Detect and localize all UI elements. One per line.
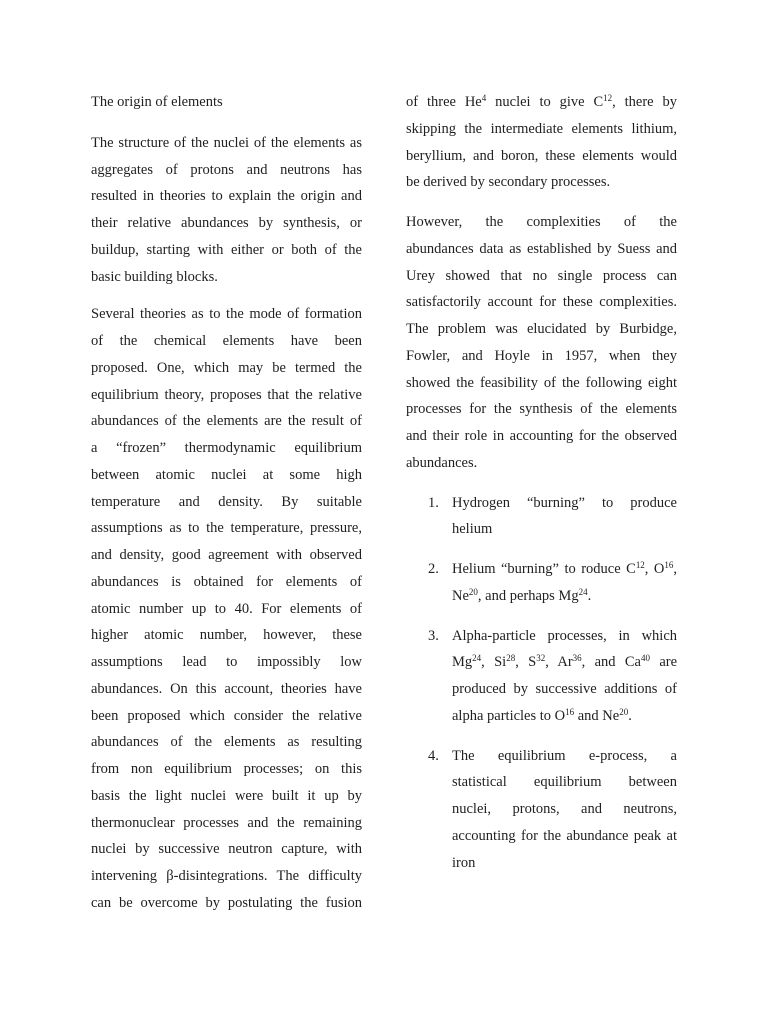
text-line: Urey showed that no single process can bbox=[406, 267, 677, 284]
list-number: 1. bbox=[428, 494, 439, 511]
text-line: can be overcome by postulating the fusion bbox=[91, 894, 362, 911]
text-line: buildup, starting with either or both of the bbox=[91, 241, 362, 258]
list-number: 2. bbox=[428, 561, 439, 577]
text-line: showed the feasibility of the following eight bbox=[406, 374, 677, 391]
superscript: 20 bbox=[468, 586, 478, 597]
list-item-text bbox=[452, 490, 677, 544]
text-line: abundances. bbox=[406, 454, 478, 471]
paragraph bbox=[91, 301, 362, 916]
text-line: be derived by secondary processes. bbox=[406, 174, 611, 191]
text-line: aggregates of protons and neutrons has bbox=[91, 161, 362, 178]
section-heading: The origin of elements bbox=[91, 94, 223, 110]
text-line: abundances. On this account, theories have bbox=[91, 680, 362, 697]
text-line: However, the complexities of the bbox=[406, 214, 677, 230]
text-run: alpha particles to O bbox=[452, 707, 566, 724]
text-line: beryllium, and boron, these elements would bbox=[406, 147, 677, 164]
text-line: abundances of the elements as resulting bbox=[91, 734, 362, 751]
list-item bbox=[406, 743, 677, 877]
text-line: from non equilibrium processes; on this bbox=[91, 761, 362, 777]
text-run: , bbox=[673, 561, 677, 577]
superscript: 20 bbox=[619, 706, 629, 717]
list-item-text bbox=[452, 556, 677, 610]
text-line: satisfactorily account for these complexities. bbox=[406, 294, 677, 311]
text-line: abundances is obtained for elements of bbox=[91, 573, 362, 590]
text-line: produced by successive additions of bbox=[452, 681, 677, 697]
text-line: helium bbox=[452, 521, 493, 538]
list-item-text bbox=[452, 743, 677, 877]
superscript: 24 bbox=[472, 653, 482, 664]
text-run: , Ar bbox=[545, 654, 573, 671]
text-line bbox=[452, 703, 677, 730]
superscript: 16 bbox=[565, 706, 575, 717]
text-line: assumptions as to the temperature, pressure, bbox=[91, 520, 362, 537]
list-item bbox=[406, 490, 677, 544]
text-line: accounting for the abundance peak at bbox=[452, 827, 677, 844]
text-run: . bbox=[628, 707, 632, 724]
text-line: nuclei by successive neutron capture, with bbox=[91, 841, 362, 858]
superscript: 32 bbox=[536, 653, 546, 664]
text-line bbox=[452, 583, 677, 610]
list-number: 3. bbox=[428, 627, 439, 644]
text-line: The structure of the nuclei of the elements as bbox=[91, 134, 362, 151]
text-line: temperature and density. By suitable bbox=[91, 493, 362, 510]
text-run: , there by bbox=[612, 94, 677, 110]
text-line: statistical equilibrium between bbox=[452, 774, 677, 791]
text-line: resulted in theories to explain the origin and bbox=[91, 188, 362, 205]
text-line: of the chemical elements have been bbox=[91, 333, 362, 349]
text-run: nuclei to give C bbox=[486, 94, 604, 110]
text-line: a “frozen” thermodynamic equilibrium bbox=[91, 440, 362, 456]
text-line: processes for the synthesis of the elements bbox=[406, 401, 677, 418]
text-line: Alpha-particle processes, in which bbox=[452, 627, 677, 644]
text-line bbox=[452, 649, 677, 676]
text-line: and density, good agreement with observed bbox=[91, 547, 362, 563]
superscript: 40 bbox=[641, 653, 650, 664]
text-line: basis the light nuclei were built it up by bbox=[91, 787, 362, 804]
superscript: 28 bbox=[506, 653, 516, 664]
superscript: 36 bbox=[572, 653, 582, 664]
text-line: proposed. One, which may be termed the bbox=[91, 359, 362, 376]
superscript: 12 bbox=[603, 93, 613, 104]
superscript: 24 bbox=[578, 586, 588, 597]
text-line bbox=[406, 89, 677, 116]
text-line: basic building blocks. bbox=[91, 268, 218, 285]
text-run: of three He bbox=[406, 94, 482, 110]
text-line: and their role in accounting for the observed bbox=[406, 428, 677, 444]
text-run: , S bbox=[515, 654, 537, 671]
text-line: iron bbox=[452, 854, 476, 871]
text-run: , O bbox=[644, 561, 665, 577]
text-line: abundances data as established by Suess and bbox=[406, 240, 677, 257]
text-line: nuclei, protons, and neutrons, bbox=[452, 801, 677, 817]
text-line: The equilibrium e-process, a bbox=[452, 747, 677, 764]
text-line: Hydrogen “burning” to produce bbox=[452, 494, 677, 511]
right-column bbox=[406, 89, 677, 889]
text-run: , Si bbox=[481, 654, 507, 671]
paragraph-continuation bbox=[406, 89, 677, 196]
text-line: been proposed which consider the relative bbox=[91, 707, 362, 724]
text-line: intervening β-disintegrations. The difficulty bbox=[91, 868, 362, 884]
text-line: Fowler, and Hoyle in 1957, when they bbox=[406, 347, 677, 364]
text-run: Helium “burning” to roduce C bbox=[452, 561, 636, 577]
text-line: higher atomic number, however, these bbox=[91, 627, 362, 644]
text-line: skipping the intermediate elements lithium, bbox=[406, 120, 677, 137]
list-number: 4. bbox=[428, 747, 439, 764]
text-run: . bbox=[587, 587, 592, 604]
list-item bbox=[406, 556, 677, 610]
text-run: are bbox=[649, 654, 677, 671]
process-list bbox=[406, 490, 677, 877]
text-line: Several theories as to the mode of formation bbox=[91, 306, 362, 323]
text-run: Ne bbox=[452, 587, 469, 604]
text-line: The problem was elucidated by Burbidge, bbox=[406, 321, 677, 337]
text-line: their relative abundances by synthesis, or bbox=[91, 215, 362, 231]
text-line: equilibrium theory, proposes that the relative bbox=[91, 386, 362, 403]
text-run: and Ne bbox=[574, 707, 620, 724]
superscript: 4 bbox=[481, 93, 487, 104]
text-line: thermonuclear processes and the remaining bbox=[91, 814, 362, 831]
text-run: , and Ca bbox=[581, 654, 641, 671]
text-run: Mg bbox=[452, 654, 473, 671]
list-item-text bbox=[452, 623, 677, 730]
list-item bbox=[406, 623, 677, 730]
paragraph bbox=[406, 209, 677, 477]
text-line: assumptions lead to impossibly low bbox=[91, 654, 362, 670]
superscript: 16 bbox=[664, 560, 674, 571]
left-column bbox=[91, 89, 362, 928]
text-run: , and perhaps Mg bbox=[477, 587, 579, 604]
paragraph bbox=[91, 130, 362, 291]
text-line bbox=[452, 556, 677, 583]
text-line: atomic number up to 40. For elements of bbox=[91, 600, 362, 617]
superscript: 12 bbox=[635, 560, 645, 571]
text-line: abundances of the elements are the result of bbox=[91, 413, 362, 430]
text-line: between atomic nuclei at some high bbox=[91, 466, 362, 483]
